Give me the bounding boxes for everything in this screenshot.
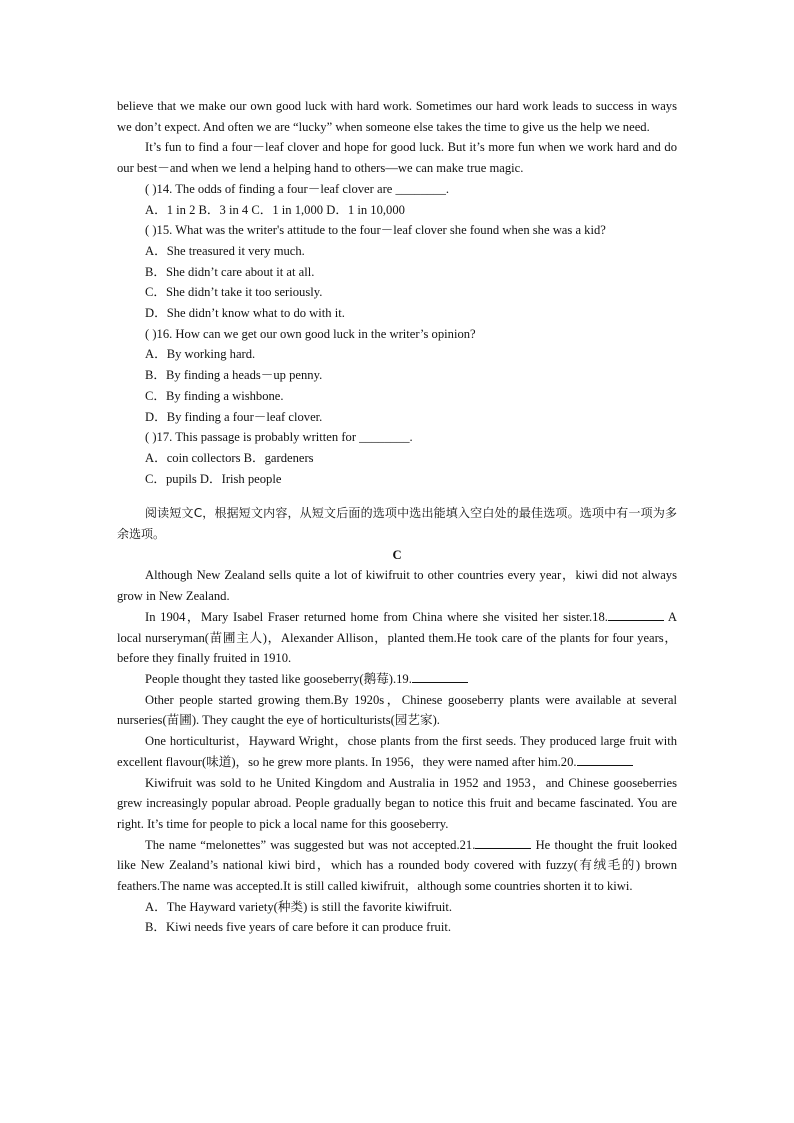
paragraph-text: The name “melonettes” was suggested but was not accepted.21. <box>145 837 476 852</box>
section-c-instruction: 阅读短文C，根据短文内容，从短文后面的选项中选出能填入空白处的最佳选项。选项中有一项为多余选项。 <box>117 506 677 542</box>
document-page <box>117 96 677 938</box>
passage-c-paragraph <box>117 669 677 690</box>
blank-19 <box>412 670 468 683</box>
passage-c-paragraph <box>117 607 677 669</box>
question-16-option-a: A．By working hard. <box>145 347 256 362</box>
question-16-option-c: C．By finding a wishbone. <box>145 388 284 403</box>
answer-option-a: A．The Hayward variety(种类) is still the favorite kiwifruit. <box>145 899 453 914</box>
question-16-option-b: B．By finding a heads－up penny. <box>145 368 323 383</box>
section-gap <box>117 489 677 503</box>
paragraph-text: One horticulturist，Hayward Wright，chose plants from the first seeds. They produced large fruit with excellent flavour(味道)，so he grew more plants. In 1956，they were named after him.20. <box>117 734 677 769</box>
blank-20 <box>577 753 633 766</box>
question-15-stem: ( )15. What was the writer's attitude to the four－leaf clover she found when she was a kid? <box>145 223 606 238</box>
question-15-option-b: B．She didn’t care about it at all. <box>145 264 315 279</box>
paragraph-text: People thought they tasted like gooseberry(鹅莓).19. <box>145 671 412 686</box>
question-15-option-c: C．She didn’t take it too seriously. <box>145 285 323 300</box>
question-14-stem: ( )14. The odds of finding a four－leaf clover are ________. <box>145 181 450 196</box>
question-17-options-ab: A．coin collectors B．gardeners <box>145 450 314 465</box>
answer-option-b: B．Kiwi needs five years of care before it can produce fruit. <box>145 920 451 935</box>
section-c-heading: C <box>392 547 402 562</box>
blank-21 <box>475 836 531 849</box>
passage-c-paragraph: Although New Zealand sells quite a lot of kiwifruit to other countries every year，kiwi did not always grow in New Zealand. <box>117 568 677 604</box>
passage-c-paragraph <box>117 731 677 772</box>
question-14-options: A．1 in 2 B．3 in 4 C．1 in 1,000 D．1 in 10,000 <box>145 202 405 217</box>
passage-c-paragraph: Kiwifruit was sold to he United Kingdom and Australia in 1952 and 1953，and Chinese gooseberries grew increasingly popular abroad. People gradually began to notice this fruit and became fascinated. You are right. It’s time for people to pick a local name for this gooseberry. <box>117 775 677 831</box>
passage-b-paragraph: believe that we make our own good luck with hard work. Sometimes our hard work leads to success in ways we don’t expect. And often we are “lucky” when someone else takes the time to give us the help we need. <box>117 99 677 134</box>
blank-18 <box>608 608 664 621</box>
question-15-option-d: D．She didn’t know what to do with it. <box>145 306 345 321</box>
passage-b-paragraph: It’s fun to find a four－leaf clover and hope for good luck. But it’s more fun when we work hard and do our best－and when we lend a helping hand to others—we can make true magic. <box>117 140 677 176</box>
paragraph-text: He thought the fruit looked like New Zealand’s national kiwi bird，which has a rounded body covered with fuzzy(有绒毛的) brown feathers.The name was accepted.It is still called kiwifruit，although some countries shorten it to kiwi. <box>117 837 677 894</box>
passage-c-paragraph <box>117 835 677 897</box>
paragraph-text: A local nurseryman(苗圃主人)，Alexander Allison，planted them.He took care of the plants for four years，before they finally fruited in 1910. <box>117 609 677 666</box>
question-17-stem: ( )17. This passage is probably written for ________. <box>145 430 413 445</box>
passage-c-paragraph: Other people started growing them.By 1920s，Chinese gooseberry plants were available at several nurseries(苗圃). They caught the eye of horticulturists(园艺家). <box>117 692 677 728</box>
paragraph-text: In 1904，Mary Isabel Fraser returned home from China where she visited her sister.18. <box>145 609 608 624</box>
question-15-option-a: A．She treasured it very much. <box>145 243 305 258</box>
question-16-stem: ( )16. How can we get our own good luck in the writer’s opinion? <box>145 326 476 341</box>
question-16-option-d: D．By finding a four－leaf clover. <box>145 409 323 424</box>
question-17-options-cd: C．pupils D．Irish people <box>145 471 282 486</box>
